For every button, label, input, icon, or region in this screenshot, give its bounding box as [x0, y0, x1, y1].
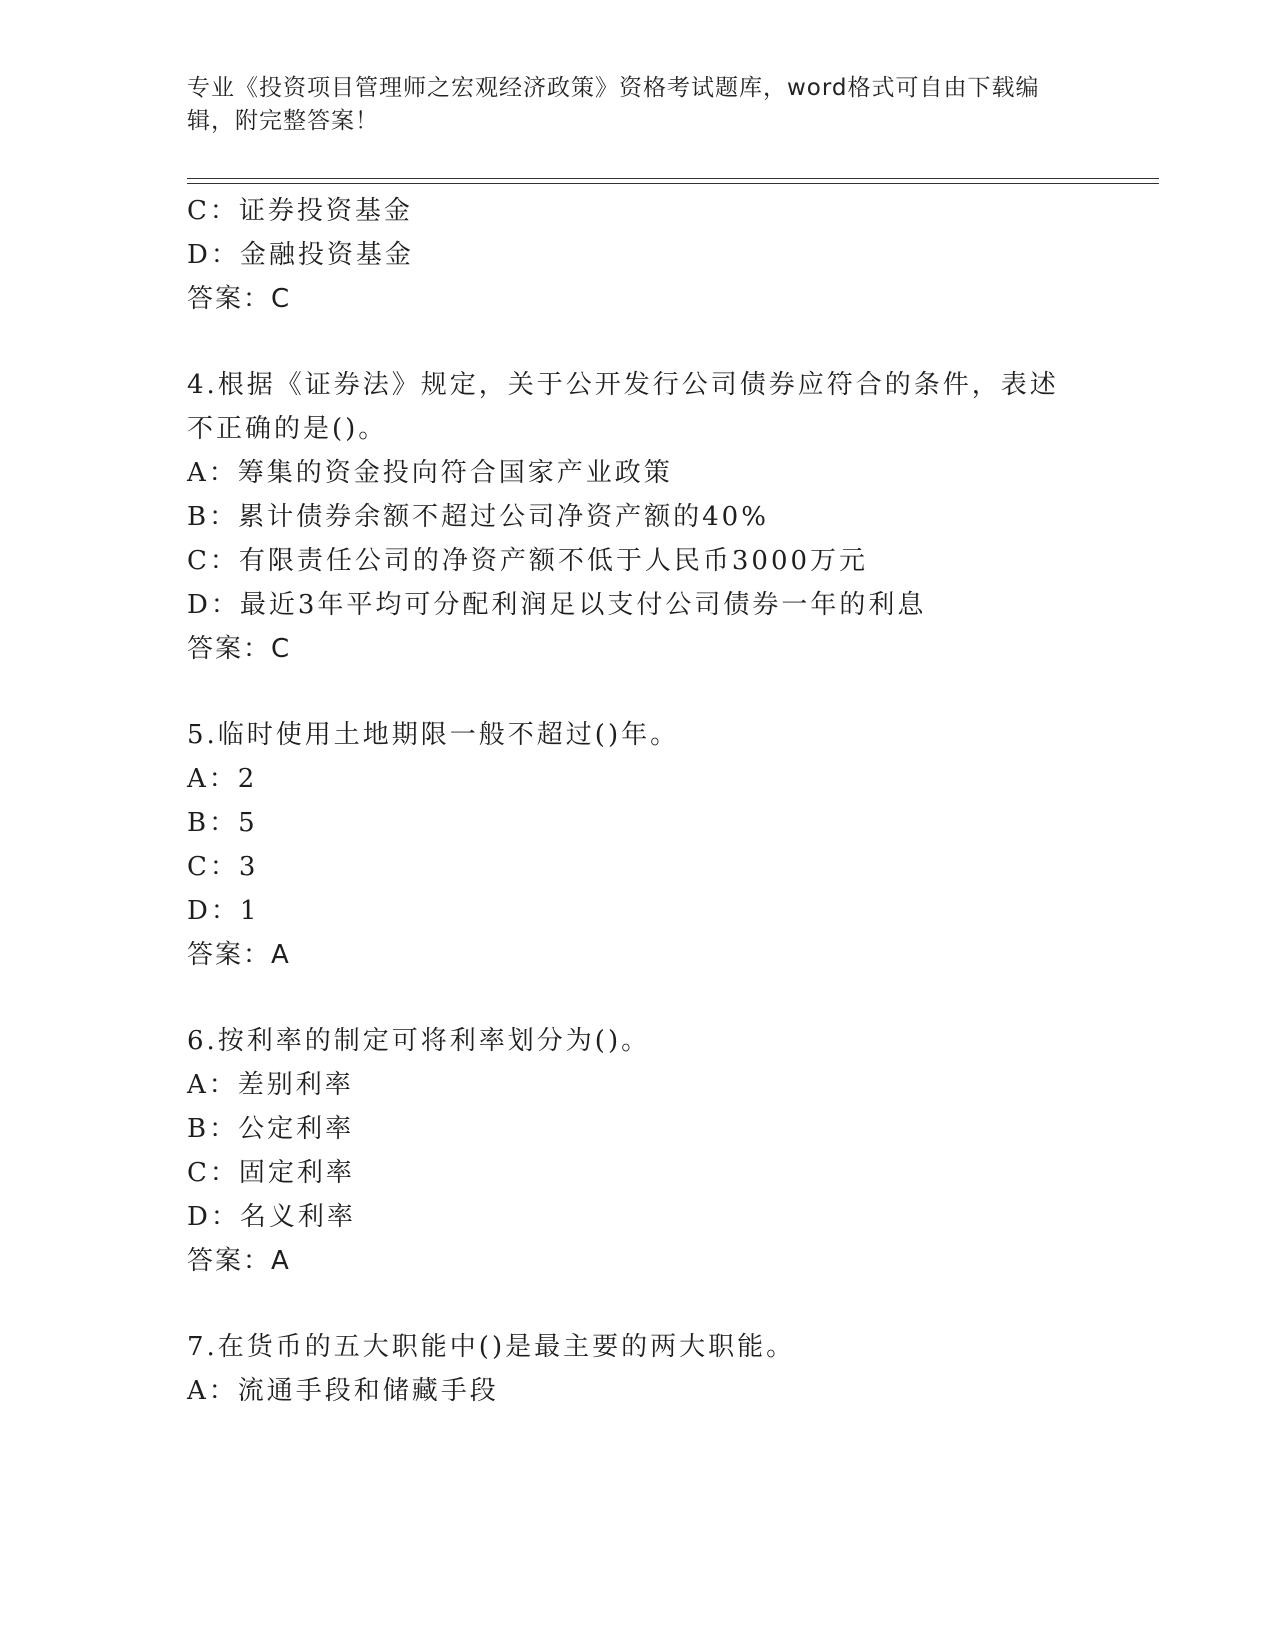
q5-answer: 答案：A — [187, 940, 291, 970]
header-line-1: 专业《投资项目管理师之宏观经济政策》资格考试题库，word格式可自由下载编 — [187, 75, 1040, 101]
q5-option-d: D：1 — [187, 896, 260, 926]
q3-option-d: D：金融投资基金 — [187, 240, 414, 270]
q5-option-b: B：5 — [187, 808, 258, 838]
q5-option-a: A：2 — [187, 764, 258, 794]
q4-option-b: B：累计债券余额不超过公司净资产额的40% — [187, 502, 769, 532]
header-line-2: 辑，附完整答案！ — [187, 108, 379, 134]
header-divider-top — [187, 178, 1159, 179]
q6-answer: 答案：A — [187, 1246, 291, 1276]
q4-stem-line-2: 不正确的是()。 — [187, 414, 388, 444]
document-header — [187, 72, 1067, 138]
q3-answer: 答案：C — [187, 284, 292, 314]
q6-option-d: D：名义利率 — [187, 1202, 356, 1232]
q4-option-c: C：有限责任公司的净资产额不低于人民币3000万元 — [187, 546, 869, 576]
q6-option-b: B：公定利率 — [187, 1114, 355, 1144]
q6-stem: 6.按利率的制定可将利率划分为()。 — [187, 1026, 651, 1056]
q4-option-d: D：最近3年平均可分配利润足以支付公司债券一年的利息 — [187, 590, 927, 620]
q3-option-c: C：证券投资基金 — [187, 196, 413, 226]
q7-stem: 7.在货币的五大职能中()是最主要的两大职能。 — [187, 1332, 796, 1362]
q6-option-a: A：差别利率 — [187, 1070, 354, 1100]
header-divider-bottom — [187, 183, 1159, 184]
q4-answer: 答案：C — [187, 634, 292, 664]
q6-option-c: C：固定利率 — [187, 1158, 355, 1188]
q4-option-a: A：筹集的资金投向符合国家产业政策 — [187, 458, 673, 488]
q7-option-a: A：流通手段和储藏手段 — [187, 1376, 499, 1406]
q4-stem-line-1: 4.根据《证券法》规定，关于公开发行公司债券应符合的条件，表述 — [187, 370, 1059, 400]
q5-stem: 5.临时使用土地期限一般不超过()年。 — [187, 720, 680, 750]
q5-option-c: C：3 — [187, 852, 259, 882]
